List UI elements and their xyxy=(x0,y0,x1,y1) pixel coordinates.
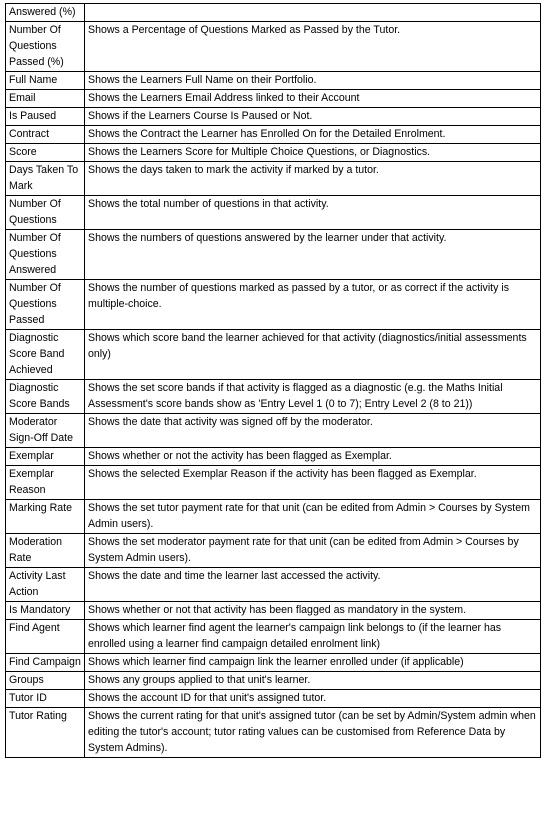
field-description-cell: Shows a Percentage of Questions Marked as Passed by the Tutor. xyxy=(85,22,541,72)
field-description-cell: Shows the set tutor payment rate for that unit (can be edited from Admin > Courses by System Admin users). xyxy=(85,500,541,534)
field-description-cell: Shows the current rating for that unit's assigned tutor (can be set by Admin/System admin when editing the tutor's account; tutor rating values can be customised from Reference Data by System Admins). xyxy=(85,708,541,758)
table-row xyxy=(6,90,541,108)
table-row xyxy=(6,654,541,672)
table-row xyxy=(6,690,541,708)
field-description-cell: Shows whether or not the activity has been flagged as Exemplar. xyxy=(85,448,541,466)
field-description-cell: Shows which learner find agent the learner's campaign link belongs to (if the learner has enrolled using a learner find campaign detailed enrolment link) xyxy=(85,620,541,654)
field-description-cell: Shows the selected Exemplar Reason if the activity has been flagged as Exemplar. xyxy=(85,466,541,500)
field-name-cell: Find Agent xyxy=(6,620,85,654)
field-name-cell: Activity Last Action xyxy=(6,568,85,602)
field-name-cell: Full Name xyxy=(6,72,85,90)
table-row xyxy=(6,414,541,448)
table-body xyxy=(6,4,541,758)
table-row xyxy=(6,466,541,500)
table-row xyxy=(6,500,541,534)
table-row xyxy=(6,196,541,230)
field-name-cell: Moderator Sign-Off Date xyxy=(6,414,85,448)
table-row xyxy=(6,230,541,280)
field-name-cell: Number Of Questions xyxy=(6,196,85,230)
table-row xyxy=(6,534,541,568)
table-row xyxy=(6,620,541,654)
table-row xyxy=(6,380,541,414)
field-name-cell: Exemplar xyxy=(6,448,85,466)
field-description-cell: Shows the set score bands if that activity is flagged as a diagnostic (e.g. the Maths Initial Assessment's score bands show as 'Entry Level 1 (0 to 7); Entry Level 2 (8 to 21)) xyxy=(85,380,541,414)
field-description-cell: Shows whether or not that activity has been flagged as mandatory in the system. xyxy=(85,602,541,620)
field-description-cell: Shows the numbers of questions answered by the learner under that activity. xyxy=(85,230,541,280)
report-fields-table xyxy=(5,3,541,758)
field-name-cell: Tutor ID xyxy=(6,690,85,708)
field-name-cell: Score xyxy=(6,144,85,162)
field-description-cell: Shows the Contract the Learner has Enrolled On for the Detailed Enrolment. xyxy=(85,126,541,144)
field-description-cell: Shows the set moderator payment rate for that unit (can be edited from Admin > Courses by System Admin users). xyxy=(85,534,541,568)
field-description-cell: Shows which score band the learner achieved for that activity (diagnostics/initial assessments only) xyxy=(85,330,541,380)
table-row xyxy=(6,330,541,380)
field-description-cell: Shows the number of questions marked as passed by a tutor, or as correct if the activity is multiple-choice. xyxy=(85,280,541,330)
table-row xyxy=(6,144,541,162)
field-description-cell: Shows the Learners Full Name on their Portfolio. xyxy=(85,72,541,90)
field-name-cell: Contract xyxy=(6,126,85,144)
table-row xyxy=(6,72,541,90)
table-row xyxy=(6,4,541,22)
field-name-cell: Groups xyxy=(6,672,85,690)
table-row xyxy=(6,126,541,144)
field-description-cell: Shows if the Learners Course Is Paused or Not. xyxy=(85,108,541,126)
field-name-cell: Tutor Rating xyxy=(6,708,85,758)
field-name-cell: Marking Rate xyxy=(6,500,85,534)
table-row xyxy=(6,108,541,126)
field-name-cell: Answered (%) xyxy=(6,4,85,22)
table-row xyxy=(6,672,541,690)
field-name-cell: Days Taken To Mark xyxy=(6,162,85,196)
field-description-cell: Shows the date that activity was signed off by the moderator. xyxy=(85,414,541,448)
table-row xyxy=(6,602,541,620)
field-description-cell: Shows the days taken to mark the activity if marked by a tutor. xyxy=(85,162,541,196)
field-description-cell: Shows any groups applied to that unit's learner. xyxy=(85,672,541,690)
field-name-cell: Email xyxy=(6,90,85,108)
table-row xyxy=(6,280,541,330)
field-name-cell: Number Of Questions Passed xyxy=(6,280,85,330)
field-description-cell: Shows the Learners Email Address linked to their Account xyxy=(85,90,541,108)
field-name-cell: Moderation Rate xyxy=(6,534,85,568)
field-description-cell: Shows the Learners Score for Multiple Choice Questions, or Diagnostics. xyxy=(85,144,541,162)
field-name-cell: Number Of Questions Answered xyxy=(6,230,85,280)
field-name-cell: Is Paused xyxy=(6,108,85,126)
field-name-cell: Find Campaign xyxy=(6,654,85,672)
field-description-cell xyxy=(85,4,541,22)
field-description-cell: Shows the account ID for that unit's assigned tutor. xyxy=(85,690,541,708)
table-row xyxy=(6,708,541,758)
field-description-cell: Shows the date and time the learner last accessed the activity. xyxy=(85,568,541,602)
field-description-cell: Shows the total number of questions in that activity. xyxy=(85,196,541,230)
table-row xyxy=(6,22,541,72)
field-name-cell: Number Of Questions Passed (%) xyxy=(6,22,85,72)
field-name-cell: Diagnostic Score Bands xyxy=(6,380,85,414)
table-row xyxy=(6,448,541,466)
table-row xyxy=(6,568,541,602)
table-row xyxy=(6,162,541,196)
field-description-cell: Shows which learner find campaign link the learner enrolled under (if applicable) xyxy=(85,654,541,672)
field-name-cell: Exemplar Reason xyxy=(6,466,85,500)
field-name-cell: Is Mandatory xyxy=(6,602,85,620)
field-name-cell: Diagnostic Score Band Achieved xyxy=(6,330,85,380)
